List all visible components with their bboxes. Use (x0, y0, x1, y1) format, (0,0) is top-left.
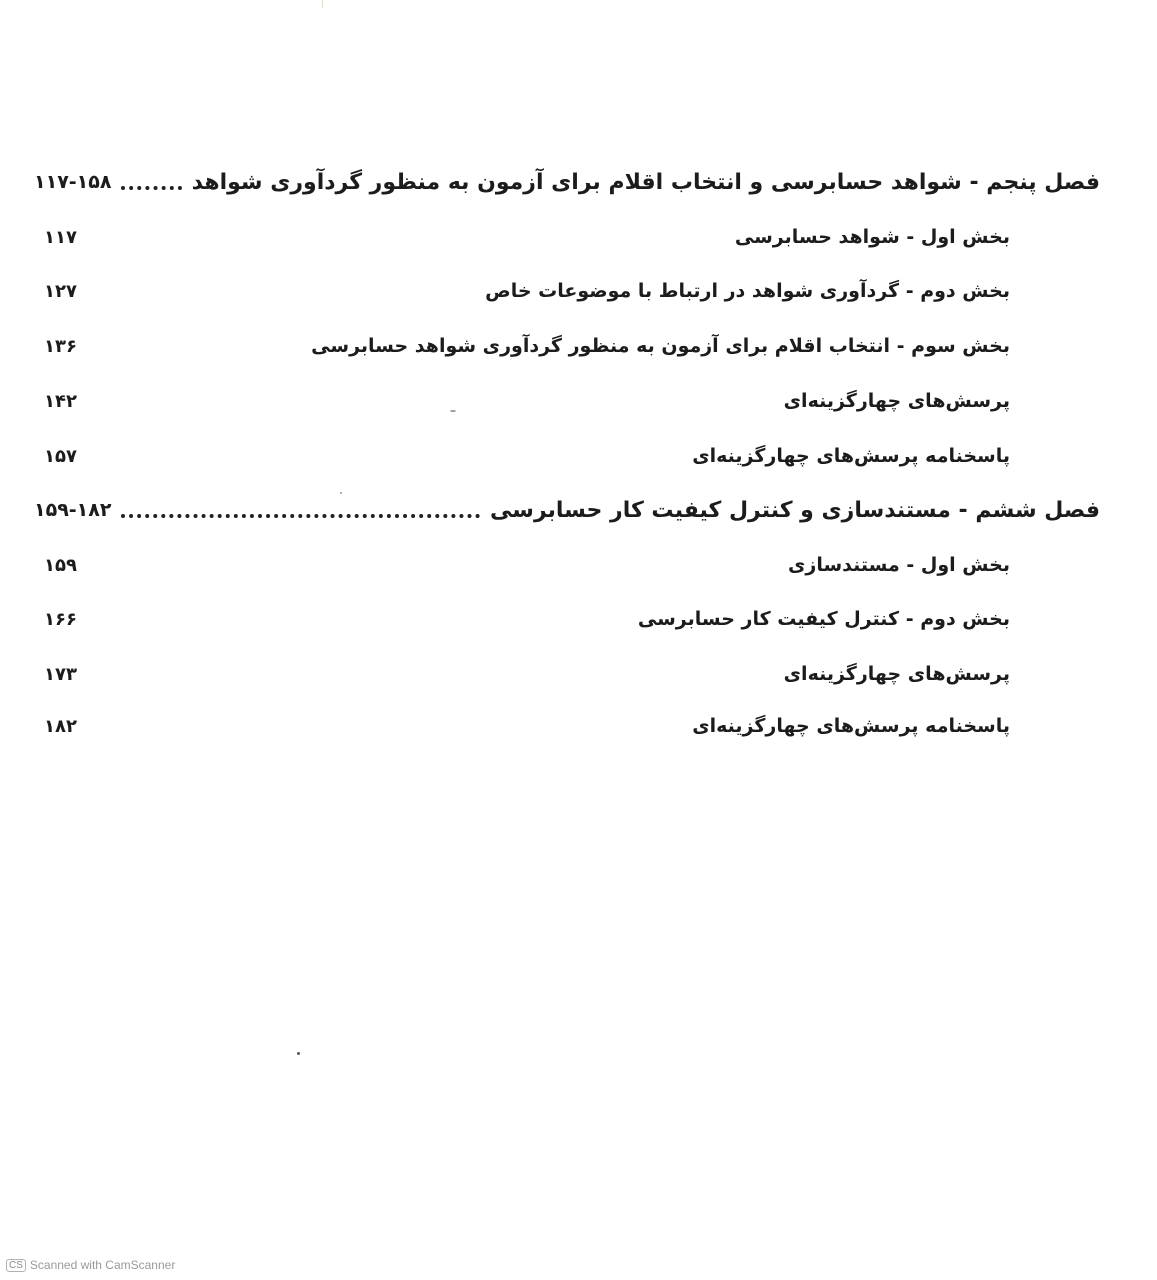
section-page: ۱۵۷ (44, 445, 77, 467)
watermark-text: Scanned with CamScanner (29, 1258, 176, 1272)
chapter-pages: ۱۵۹-۱۸۲ (34, 499, 112, 521)
toc-chapter-6 (30, 490, 1100, 530)
section-title: پاسخنامه پرسش‌های چهارگزینه‌ای (692, 445, 1010, 467)
section-page: ۱۵۹ (44, 554, 77, 576)
scan-speck (340, 492, 342, 494)
section-title: پاسخنامه پرسش‌های چهارگزینه‌ای (692, 715, 1010, 737)
section-page: ۱۴۲ (44, 390, 77, 412)
toc-section (30, 436, 1100, 476)
section-page: ۱۱۷ (44, 226, 77, 248)
section-title: بخش اول - مستندسازی (788, 554, 1010, 576)
section-title: بخش دوم - گردآوری شواهد در ارتباط با موضوعات خاص (485, 280, 1010, 302)
scan-speck (297, 1052, 300, 1055)
dot-leader (121, 186, 181, 190)
chapter-title: فصل ششم - مستندسازی و کنترل کیفیت کار حسابرسی (490, 497, 1100, 523)
section-page: ۱۸۲ (44, 715, 77, 737)
section-title: بخش دوم - کنترل کیفیت کار حسابرسی (637, 608, 1010, 630)
toc-section (30, 217, 1100, 257)
scan-edge-mark (322, 0, 323, 8)
toc-section (30, 599, 1100, 639)
chapter-pages: ۱۱۷-۱۵۸ (34, 171, 112, 193)
toc-section (30, 326, 1100, 366)
toc-section (30, 271, 1100, 311)
section-title: پرسش‌های چهارگزینه‌ای (783, 390, 1010, 412)
scan-speck (450, 410, 456, 412)
toc-section (30, 654, 1100, 694)
toc-section (30, 545, 1100, 585)
toc-section (30, 706, 1100, 746)
camscanner-logo-icon: CS (6, 1259, 26, 1272)
section-title: بخش اول - شواهد حسابرسی (734, 226, 1010, 248)
section-title: پرسش‌های چهارگزینه‌ای (783, 663, 1010, 685)
chapter-title: فصل پنجم - شواهد حسابرسی و انتخاب اقلام برای آزمون به منظور گردآوری شواهد (191, 169, 1100, 195)
dot-leader (121, 514, 480, 518)
section-page: ۱۶۶ (44, 608, 77, 630)
toc-chapter-5 (30, 162, 1100, 202)
section-page: ۱۳۶ (44, 335, 77, 357)
section-title: بخش سوم - انتخاب اقلام برای آزمون به منظور گردآوری شواهد حسابرسی (311, 335, 1010, 357)
section-page: ۱۲۷ (44, 280, 77, 302)
toc-section (30, 381, 1100, 421)
scanner-watermark (6, 1258, 175, 1272)
section-page: ۱۷۳ (44, 663, 77, 685)
